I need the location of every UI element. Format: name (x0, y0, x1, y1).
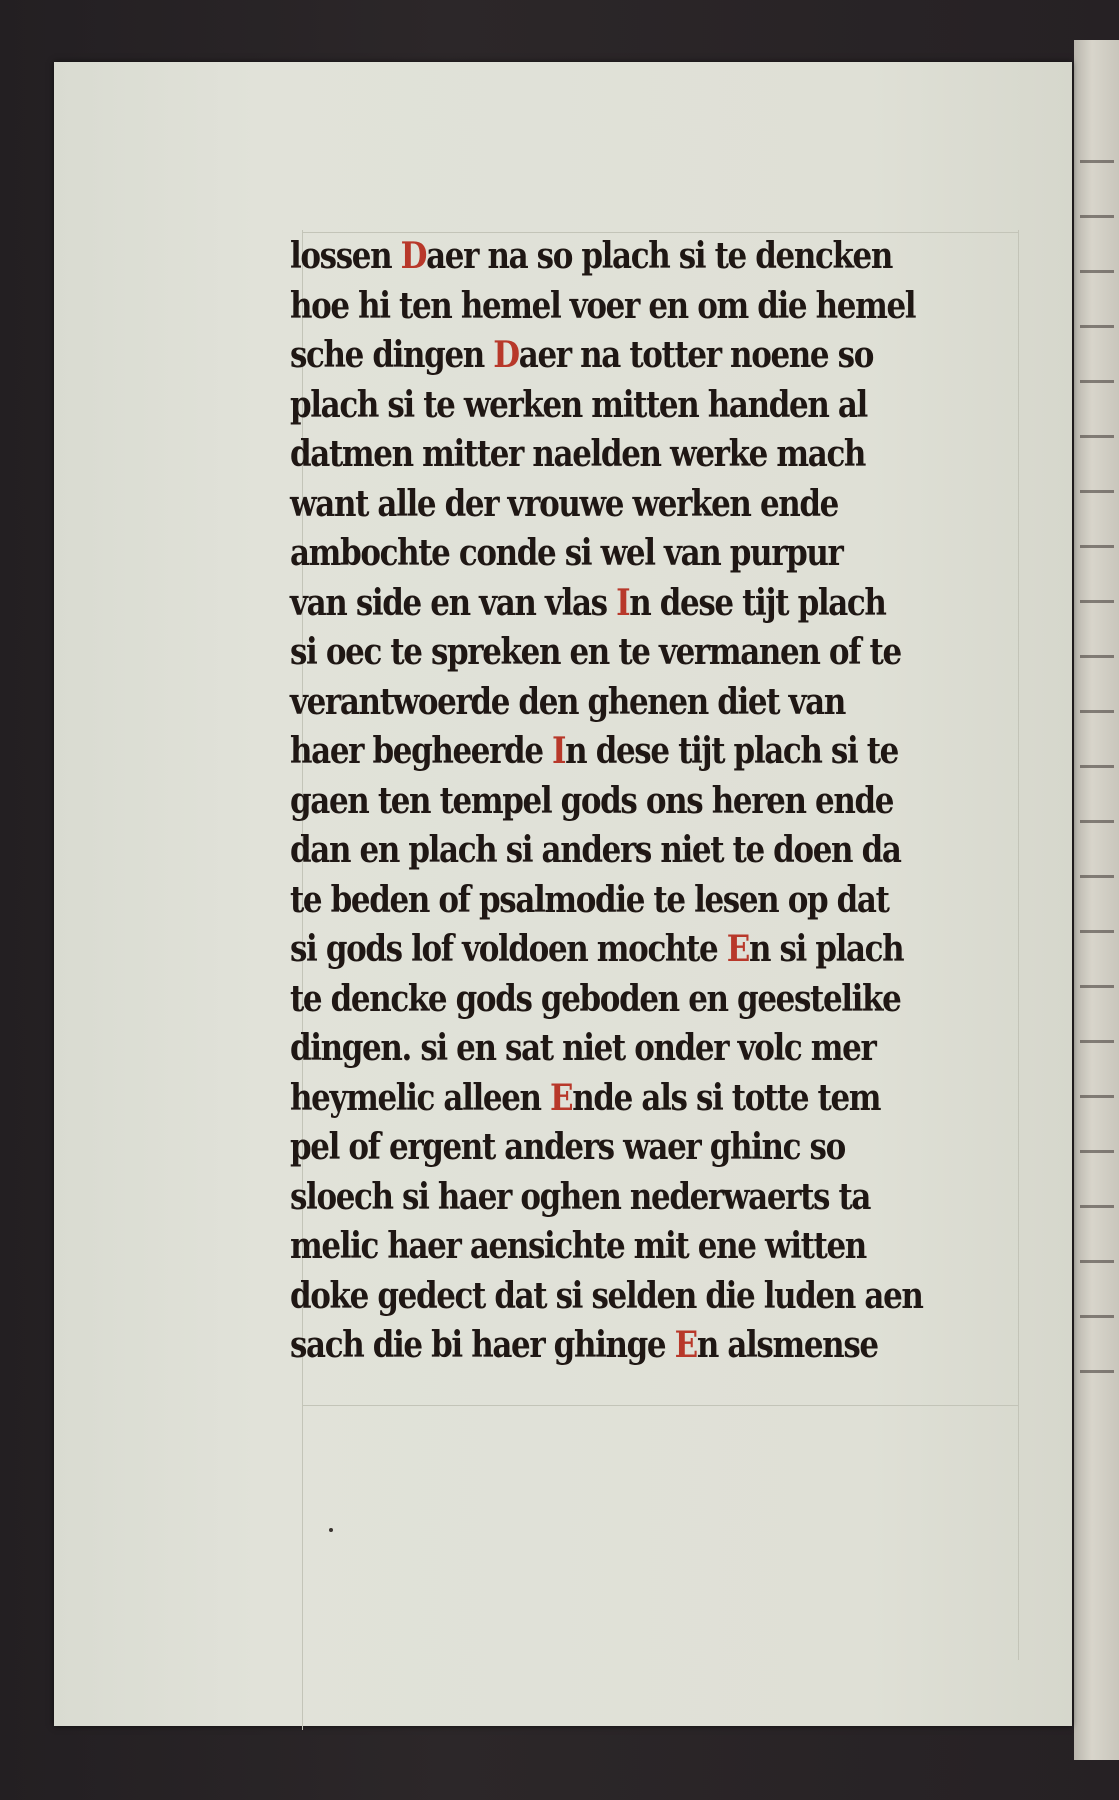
text-line: lossen Daer na so plach si te dencken (290, 235, 892, 277)
rubric-initial: D (493, 334, 519, 376)
rubric-initial: E (674, 1324, 697, 1366)
text-line: plach si te werken mitten handen al (290, 383, 867, 426)
rubric-initial: E (550, 1076, 573, 1119)
text-line: si oec te spreken en te vermanen of te (290, 631, 901, 673)
text-line: want alle der vrouwe werken ende (290, 482, 839, 525)
text-line: te beden of psalmodie te lesen op dat (290, 878, 889, 921)
text-line: si gods lof voldoen mochte En si plach (290, 928, 904, 970)
text-line: te dencke gods geboden en geestelike (290, 977, 901, 1020)
text-line: sloech si haer oghen nederwaerts ta (290, 1175, 871, 1218)
text-line: van side en van vlas In dese tijt plach (290, 581, 886, 624)
text-line: pel of ergent anders waer ghinc so (290, 1126, 845, 1168)
text-line: verantwoerde den ghenen diet van (290, 680, 846, 723)
ruling-bottom (302, 1405, 1018, 1406)
text-line: dan en plach si anders niet te doen da (290, 829, 901, 871)
text-line: ambochte conde si wel van purpur (290, 532, 843, 574)
text-column (290, 232, 1030, 1371)
text-line: datmen mitter naelden werke mach (290, 433, 866, 475)
text-line: sche dingen Daer na totter noene so (290, 334, 873, 376)
text-line: dingen. si en sat niet onder volc mer (290, 1027, 876, 1069)
text-line: gaen ten tempel gods ons heren ende (290, 779, 894, 822)
rubric-initial: E (726, 928, 749, 970)
facing-page-edge (1074, 40, 1119, 1760)
text-line: sach die bi haer ghinge En alsmense (290, 1324, 878, 1366)
text-line: haer begheerde In dese tijt plach si te (290, 730, 898, 772)
text-line: hoe hi ten hemel voer en om die hemel (290, 284, 916, 327)
text-line: doke gedect dat si selden die luden aen (290, 1274, 923, 1317)
rubric-initial: I (616, 581, 630, 624)
rubric-initial: D (400, 235, 427, 277)
ink-speck (329, 1528, 333, 1532)
text-line: heymelic alleen Ende als si totte tem (290, 1076, 881, 1119)
rubric-initial: I (552, 730, 566, 772)
text-line: melic haer aensichte mit ene witten (290, 1225, 866, 1267)
